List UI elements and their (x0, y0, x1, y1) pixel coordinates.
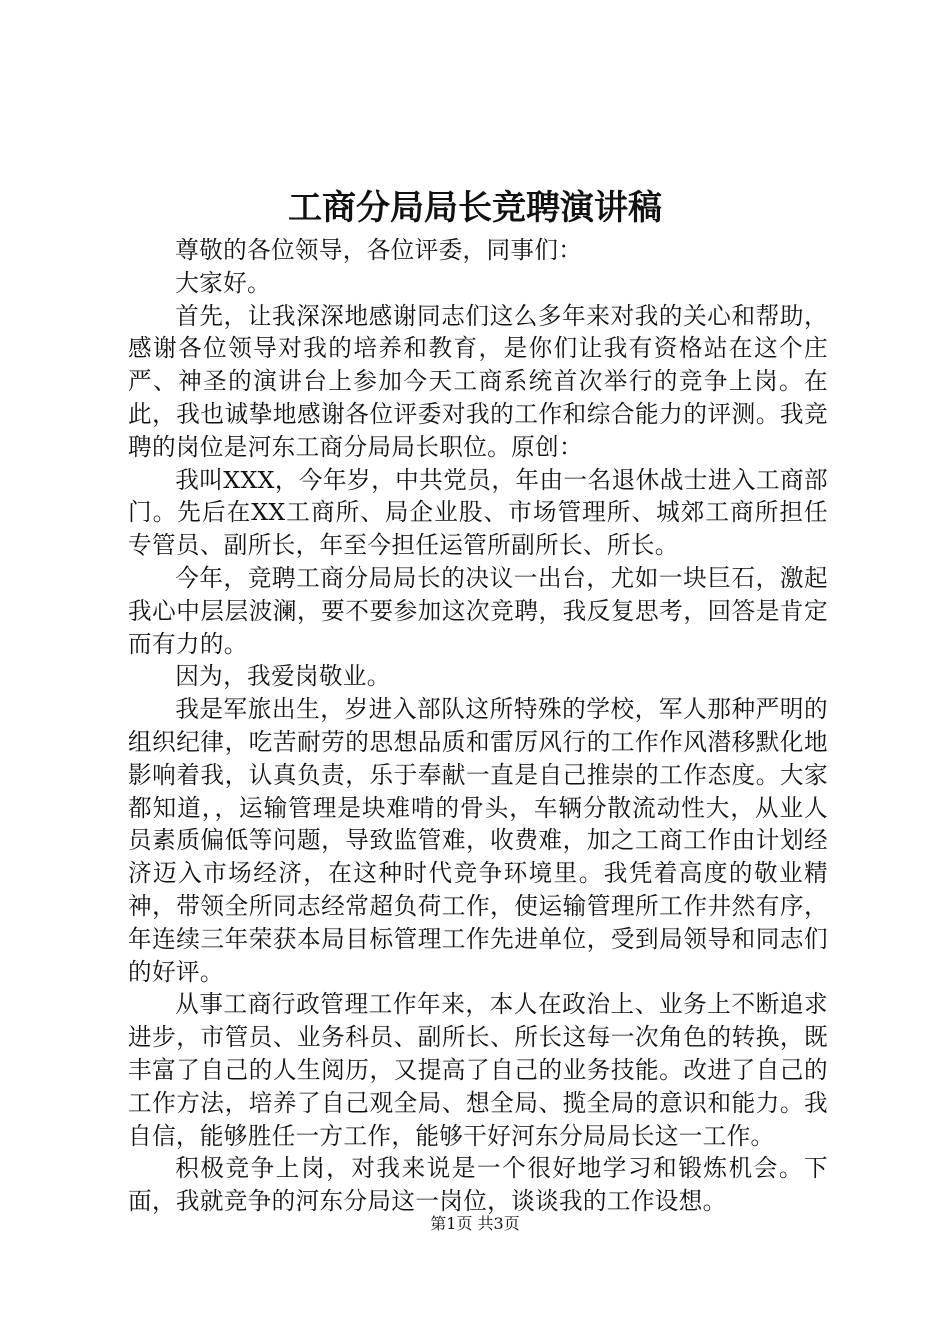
body-paragraph: 我叫XXX，今年岁，中共党员，年由一名退休战士进入工商部门。先后在XX工商所、局企业股、市场管理所、城郊工商所担任专管员、副所长，年至今担任运管所副所长、所长。 (128, 465, 828, 560)
body-paragraph: 首先，让我深深地感谢同志们这么多年来对我的关心和帮助，感谢各位领导对我的培养和教育，是你们让我有资格站在这个庄严、神圣的演讲台上参加今天工商系统首次举行的竞争上岗。在此，我也诚挚地感谢各位评委对我的工作和综合能力的评测。我竞聘的岗位是河东工商分局局长职位。原创： (128, 301, 828, 461)
body-paragraph: 因为，我爱岗敬业。 (175, 662, 391, 691)
document-body (128, 234, 828, 1218)
body-paragraph: 我是军旅出生，岁进入部队这所特殊的学校，军人那种严明的组织纪律，吃苦耐劳的思想品质和雷厉风行的工作作风潜移默化地影响着我，认真负责，乐于奉献一直是自己推崇的工作态度。大家都知道，，运输管理是块难啃的骨头，车辆分散流动性大，从业人员素质偏低等问题，导致监管难，收费难，加之工商工作由计划经济迈入市场经济，在这种时代竞争环境里。我凭着高度的敬业精神，带领全所同志经常超负荷工作，使运输管理所工作井然有序，年连续三年荣获本局目标管理工作先进单位，受到局领导和同志们的好评。 (128, 695, 828, 986)
document-title: 工商分局局长竞聘演讲稿 (288, 188, 662, 228)
greeting: 大家好。 (175, 268, 271, 297)
body-paragraph: 今年，竞聘工商分局局长的决议一出台，尤如一块巨石，激起我心中层层波澜，要不要参加这次竞聘，我反复思考，回答是肯定而有力的。 (128, 563, 828, 658)
page-number-footer: 第1页 共3页 (430, 1214, 520, 1233)
body-paragraph: 积极竞争上岗，对我来说是一个很好地学习和锻炼机会。下面，我就竞争的河东分局这一岗位，谈谈我的工作设想。 (128, 1154, 828, 1216)
salutation: 尊敬的各位领导，各位评委，同事们： (175, 236, 583, 264)
body-paragraph: 从事工商行政管理工作年来，本人在政治上、业务上不断追求进步，市管员、业务科员、副所长、所长这每一次角色的转换，既丰富了自己的人生阅历，又提高了自己的业务技能。改进了自己的工作方法，培养了自己观全局、想全局、揽全局的意识和能力。我自信，能够胜任一方工作，能够干好河东分局局长这一工作。 (128, 990, 828, 1150)
